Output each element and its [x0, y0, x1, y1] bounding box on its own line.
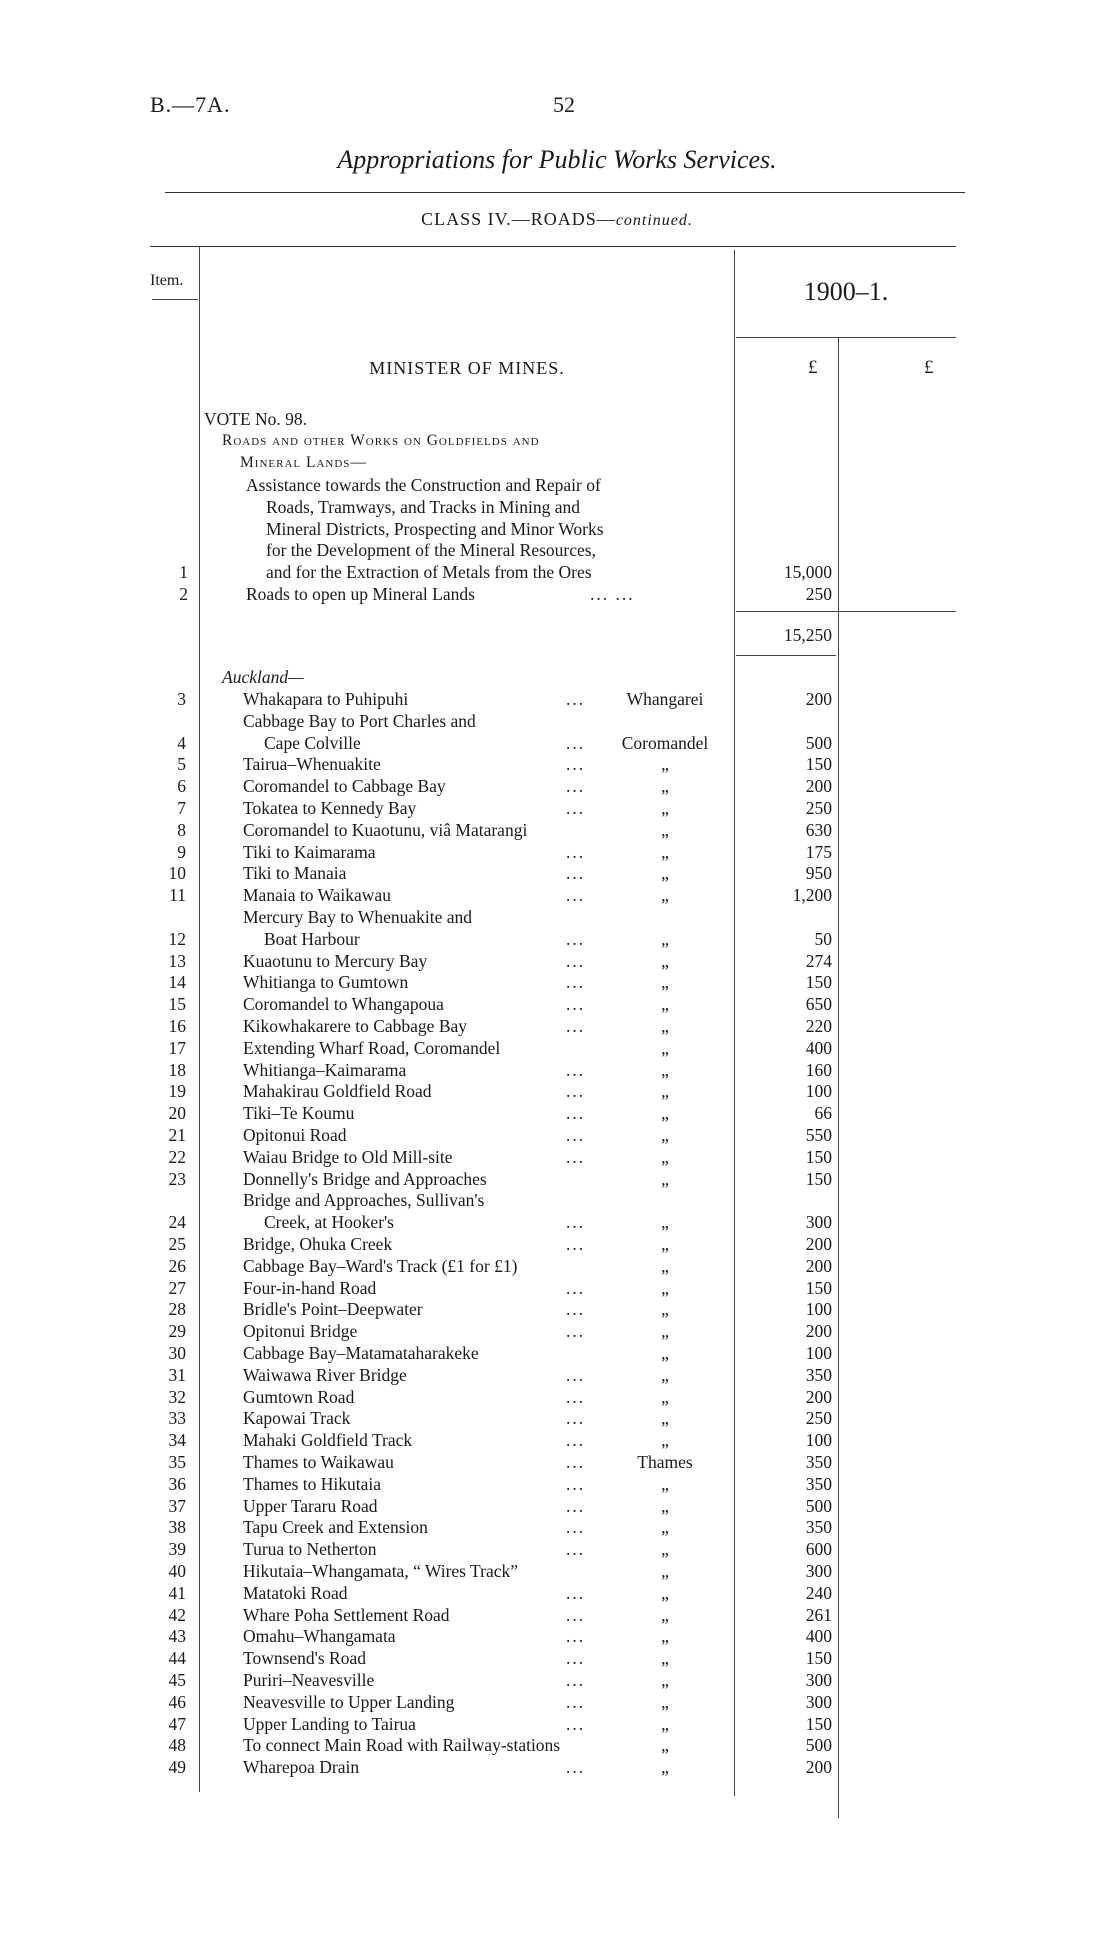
- leader-dots: ... ...: [590, 584, 635, 604]
- table-row-item-number: 19: [168, 1081, 186, 1102]
- leader-dots: ...: [566, 1103, 586, 1124]
- table-row-amount: 350: [805, 1364, 832, 1385]
- table-row-amount: 150: [805, 1713, 832, 1734]
- table-row-district: „: [661, 994, 669, 1015]
- table-row-item-number: 18: [168, 1059, 186, 1080]
- table-row-item-number: 4: [177, 732, 186, 753]
- table-row-description: Tokatea to Kennedy Bay: [243, 798, 417, 818]
- table-row-description: Wharepoa Drain: [243, 1757, 360, 1778]
- table-row-item-number: 46: [168, 1691, 186, 1712]
- leader-dots: ...: [566, 1212, 586, 1233]
- table-row-description: To connect Main Road with Railway-stations: [243, 1735, 561, 1756]
- leader-dots: ...: [566, 798, 586, 818]
- table-row-item-number: 35: [168, 1452, 186, 1472]
- table-row-district: „: [661, 1582, 669, 1603]
- table-row-amount: 50: [814, 928, 832, 949]
- table-row-district: „: [661, 950, 669, 971]
- table-row-item-number: 25: [168, 1234, 186, 1254]
- table-row-description: Bridge and Approaches, Sullivan's: [243, 1190, 485, 1211]
- vote-label: VOTE No. 98.: [204, 409, 308, 429]
- table-row-district: „: [661, 1146, 669, 1167]
- table-row-item-number: 44: [168, 1648, 186, 1669]
- table-row-district: Coromandel: [621, 732, 709, 753]
- leader-dots: ...: [566, 1234, 586, 1254]
- leader-dots: ...: [566, 754, 586, 775]
- table-row-district: „: [661, 1343, 669, 1363]
- vote-item-text: Assistance towards the Construction and Repair of: [246, 475, 601, 495]
- table-row-item-number: 49: [168, 1757, 186, 1778]
- table-row-item-number: 11: [169, 885, 186, 906]
- table-row-item-number: 7: [177, 798, 186, 818]
- leader-dots: ...: [566, 1757, 586, 1778]
- table-row-description: Coromandel to Cabbage Bay: [243, 776, 446, 797]
- leader-dots: ...: [566, 1517, 586, 1538]
- table-row-district: „: [661, 885, 669, 906]
- table-row-item-number: 45: [168, 1670, 186, 1690]
- table-row-district: „: [661, 1255, 669, 1276]
- table-row-district: „: [661, 1212, 669, 1233]
- table-row-description: Mahakirau Goldfield Road: [243, 1081, 432, 1102]
- table-row-item-number: 21: [168, 1125, 186, 1145]
- table-row-item-number: 9: [177, 841, 186, 862]
- leader-dots: ...: [566, 689, 586, 709]
- leader-dots: ...: [566, 776, 586, 797]
- table-row-item-number: 31: [168, 1364, 186, 1385]
- leader-dots: ...: [566, 1321, 586, 1342]
- table-row-description: Cabbage Bay–Ward's Track (£1 for £1): [243, 1255, 518, 1276]
- table-row-item-number: 26: [168, 1255, 186, 1276]
- table-row-district: „: [661, 1691, 669, 1712]
- table-row-description: Tiki–Te Koumu: [243, 1103, 355, 1124]
- table-row-description: Whare Poha Settlement Road: [243, 1604, 450, 1625]
- table-row-description: Whakapara to Puhipuhi: [243, 689, 409, 709]
- table-row-amount: 274: [805, 950, 832, 971]
- table-row-amount: 600: [805, 1539, 832, 1560]
- table-row-item-number: 36: [168, 1473, 186, 1494]
- table-row-item-number: 14: [168, 972, 186, 993]
- table-row-district: „: [661, 1539, 669, 1560]
- table-row-amount: 240: [805, 1582, 832, 1603]
- table-row-item-number: 22: [168, 1146, 186, 1167]
- table-row-amount: 1,200: [792, 885, 832, 906]
- vote-item-number: 1: [179, 562, 188, 583]
- table-row-amount: 350: [805, 1473, 832, 1494]
- table-row-amount: 250: [805, 1408, 832, 1429]
- table-row-description: Gumtown Road: [243, 1386, 355, 1407]
- vote-item-text: Mineral Districts, Prospecting and Minor Works: [266, 518, 604, 539]
- table-row-amount: 150: [805, 1277, 832, 1298]
- table-row-description: Thames to Waikawau: [243, 1452, 394, 1472]
- leader-dots: ...: [566, 1430, 586, 1451]
- table-row-amount: 261: [805, 1604, 832, 1625]
- table-row-item-number: 12: [168, 928, 186, 949]
- leader-dots: ...: [566, 1713, 586, 1734]
- table-row-amount: 200: [805, 689, 832, 709]
- table-row-amount: 300: [805, 1561, 832, 1581]
- table-row-item-number: 13: [168, 950, 186, 971]
- table-row-description: Mercury Bay to Whenuakite and: [243, 907, 473, 927]
- vote-item-text: Roads, Tramways, and Tracks in Mining and: [266, 496, 581, 517]
- table-row-amount: 550: [805, 1125, 832, 1145]
- table-row-description: Tapu Creek and Extension: [243, 1517, 428, 1538]
- table-row-description: Cabbage Bay–Matamataharakeke: [243, 1343, 479, 1363]
- table-row-district: „: [661, 1473, 669, 1494]
- class-heading-continued: continued.: [615, 212, 693, 229]
- table-row-item-number: 41: [168, 1582, 186, 1603]
- table-row-amount: 200: [805, 1321, 832, 1342]
- table-row-item-number: 24: [168, 1212, 186, 1233]
- item-column-header: Item.: [150, 272, 184, 289]
- table-row-description: Extending Wharf Road, Coromandel: [243, 1037, 501, 1058]
- table-row-district: „: [661, 819, 669, 840]
- table-row-amount: 100: [805, 1081, 832, 1102]
- table-row-amount: 150: [805, 972, 832, 993]
- table-row-description: Turua to Netherton: [243, 1539, 377, 1560]
- table-row-item-number: 29: [168, 1321, 186, 1342]
- leader-dots: ...: [566, 1081, 586, 1102]
- table-row-district: „: [661, 1495, 669, 1516]
- table-row-district: „: [661, 1408, 669, 1429]
- leader-dots: ...: [566, 863, 586, 884]
- table-row-amount: 150: [805, 1146, 832, 1167]
- table-row-item-number: 5: [177, 754, 186, 775]
- leader-dots: ...: [566, 732, 586, 753]
- table-row-amount: 100: [805, 1299, 832, 1320]
- table-row-item-number: 43: [168, 1626, 186, 1647]
- table-row-amount: 160: [805, 1059, 832, 1080]
- page-number: 52: [553, 92, 575, 117]
- table-row-district: „: [661, 1713, 669, 1734]
- table-row-description: Tairua–Whenuakite: [243, 754, 381, 775]
- leader-dots: ...: [566, 1386, 586, 1407]
- table-row-district: „: [661, 776, 669, 797]
- table-row-district: „: [661, 1517, 669, 1538]
- leader-dots: ...: [566, 1299, 586, 1320]
- table-row-item-number: 10: [168, 863, 186, 884]
- leader-dots: ...: [566, 1125, 586, 1145]
- table-row-description: Coromandel to Kuaotunu, viâ Matarangi: [243, 819, 528, 840]
- table-row-amount: 400: [805, 1037, 832, 1058]
- leader-dots: ...: [566, 1539, 586, 1560]
- table-row-item-number: 28: [168, 1299, 186, 1320]
- table-row-amount: 950: [805, 863, 832, 884]
- table-row-district: Thames: [637, 1452, 693, 1472]
- table-row-district: „: [661, 1364, 669, 1385]
- table-row-item-number: 23: [168, 1168, 186, 1189]
- table-row-item-number: 39: [168, 1539, 186, 1560]
- table-row-amount: 200: [805, 1757, 832, 1778]
- class-heading-text: CLASS IV.—ROADS—: [421, 209, 616, 229]
- table-row-amount: 650: [805, 994, 832, 1015]
- table-row-item-number: 40: [168, 1561, 186, 1581]
- table-row-amount: 150: [805, 1648, 832, 1669]
- table-row-description: Waiwawa River Bridge: [243, 1364, 407, 1385]
- table-row-district: „: [661, 1037, 669, 1058]
- vote-item-number: 2: [179, 584, 188, 604]
- table-row-item-number: 38: [168, 1517, 186, 1538]
- leader-dots: ...: [566, 1648, 586, 1669]
- table-row-description: Kikowhakarere to Cabbage Bay: [243, 1016, 468, 1036]
- table-row-district: „: [661, 798, 669, 818]
- table-row-description: Bridle's Point–Deepwater: [243, 1299, 423, 1320]
- leader-dots: ...: [566, 1364, 586, 1385]
- table-row-amount: 200: [805, 1234, 832, 1254]
- table-row-district: „: [661, 1757, 669, 1778]
- table-row-amount: 100: [805, 1343, 832, 1363]
- leader-dots: ...: [566, 1146, 586, 1167]
- table-row-district: „: [661, 1299, 669, 1320]
- leader-dots: ...: [566, 1452, 586, 1472]
- vote-item-amount: 250: [805, 584, 832, 604]
- table-row-item-number: 16: [168, 1016, 186, 1036]
- table-row-amount: 500: [805, 732, 832, 753]
- table-row-description: Cape Colville: [264, 732, 361, 753]
- table-row-description: Manaia to Waikawau: [243, 885, 391, 906]
- table-row-amount: 500: [805, 1495, 832, 1516]
- vote-item-text: for the Development of the Mineral Resources,: [266, 540, 596, 561]
- table-row-description: Whitianga–Kaimarama: [243, 1059, 407, 1080]
- table-row-amount: 350: [805, 1452, 832, 1472]
- vote-subtotal: 15,250: [783, 625, 832, 645]
- subtotal-rule-bottom: [736, 655, 836, 656]
- leader-dots: ...: [566, 1670, 586, 1690]
- leader-dots: ...: [566, 841, 586, 862]
- currency-symbol-col2: £: [924, 357, 934, 378]
- table-row-district: „: [661, 1648, 669, 1669]
- table-row-district: „: [661, 754, 669, 775]
- region-heading-auckland: Auckland—: [222, 667, 304, 687]
- table-row-description: Hikutaia–Whangamata, “ Wires Track”: [243, 1561, 518, 1581]
- vote-item-amount: 15,000: [783, 562, 832, 583]
- table-row-district: „: [661, 1735, 669, 1756]
- leader-dots: ...: [566, 1277, 586, 1298]
- leader-dots: ...: [566, 994, 586, 1015]
- table-row-description: Puriri–Neavesville: [243, 1670, 375, 1690]
- table-row-amount: 300: [805, 1691, 832, 1712]
- subtotal-rule-top: [736, 611, 956, 612]
- table-row-description: Boat Harbour: [264, 928, 360, 949]
- table-row-item-number: 37: [168, 1495, 186, 1516]
- leader-dots: ...: [566, 885, 586, 906]
- leader-dots: ...: [566, 1691, 586, 1712]
- table-row-item-number: 47: [168, 1713, 186, 1734]
- table-row-description: Thames to Hikutaia: [243, 1473, 382, 1494]
- table-row-amount: 500: [805, 1735, 832, 1756]
- table-row-description: Townsend's Road: [243, 1648, 366, 1669]
- table-row-description: Creek, at Hooker's: [264, 1212, 394, 1233]
- table-row-district: „: [661, 1626, 669, 1647]
- table-row-district: „: [661, 1670, 669, 1690]
- vote-heading-line2: Mineral Lands—: [240, 454, 367, 471]
- table-row-description: Kuaotunu to Mercury Bay: [243, 950, 428, 971]
- table-row-district: „: [661, 841, 669, 862]
- leader-dots: ...: [566, 1059, 586, 1080]
- leader-dots: ...: [566, 1495, 586, 1516]
- vote-item-text: and for the Extraction of Metals from the Ores: [266, 562, 592, 583]
- table-row-item-number: 34: [168, 1430, 186, 1451]
- table-row-item-number: 15: [168, 994, 186, 1015]
- table-row-district: „: [661, 1081, 669, 1102]
- leader-dots: ...: [566, 928, 586, 949]
- table-row-description: Waiau Bridge to Old Mill-site: [243, 1146, 453, 1167]
- table-row-description: Opitonui Road: [243, 1125, 347, 1145]
- document-reference: B.—7A.: [150, 92, 231, 117]
- leader-dots: ...: [566, 1408, 586, 1429]
- table-row-amount: 350: [805, 1517, 832, 1538]
- currency-symbol-col1: £: [808, 357, 818, 378]
- table-row-district: „: [661, 1059, 669, 1080]
- table-row-district: „: [661, 1604, 669, 1625]
- table-row-amount: 300: [805, 1212, 832, 1233]
- table-row-district: „: [661, 1561, 669, 1581]
- leader-dots: ...: [566, 972, 586, 993]
- table-row-district: „: [661, 1016, 669, 1036]
- leader-dots: ...: [566, 950, 586, 971]
- table-row-description: Upper Tararu Road: [243, 1495, 378, 1516]
- table-row-amount: 200: [805, 776, 832, 797]
- leader-dots: ...: [566, 1604, 586, 1625]
- leader-dots: ...: [566, 1473, 586, 1494]
- table-row-item-number: 3: [177, 689, 186, 709]
- table-row-description: Neavesville to Upper Landing: [243, 1691, 455, 1712]
- table-row-item-number: 27: [168, 1277, 186, 1298]
- table-row-item-number: 30: [168, 1343, 186, 1363]
- table-row-description: Upper Landing to Tairua: [243, 1713, 416, 1734]
- year-column-header: 1900–1.: [803, 277, 889, 306]
- table-row-amount: 250: [805, 798, 832, 818]
- table-row-district: „: [661, 1125, 669, 1145]
- page-title: Appropriations for Public Works Services.: [337, 145, 777, 174]
- table-row-item-number: 32: [168, 1386, 186, 1407]
- leader-dots: ...: [566, 1016, 586, 1036]
- table-row-district: „: [661, 1103, 669, 1124]
- table-row-district: „: [661, 1234, 669, 1254]
- table-row-description: Tiki to Kaimarama: [243, 841, 376, 862]
- table-row-amount: 400: [805, 1626, 832, 1647]
- table-row-item-number: 48: [168, 1735, 186, 1756]
- table-row-item-number: 33: [168, 1408, 186, 1429]
- table-row-district: „: [661, 928, 669, 949]
- section-title: MINISTER OF MINES.: [369, 358, 565, 378]
- table-row-district: „: [661, 1277, 669, 1298]
- table-row-description: Four-in-hand Road: [243, 1277, 377, 1298]
- table-row-item-number: 17: [168, 1037, 186, 1058]
- table-row-amount: 200: [805, 1386, 832, 1407]
- table-row-description: Donnelly's Bridge and Approaches: [243, 1168, 487, 1189]
- table-row-district: „: [661, 1168, 669, 1189]
- table-row-item-number: 20: [168, 1103, 186, 1124]
- table-row-description: Bridge, Ohuka Creek: [243, 1234, 393, 1254]
- table-row-amount: 66: [814, 1103, 832, 1124]
- table-row-item-number: 8: [177, 819, 186, 840]
- table-row-district: „: [661, 1386, 669, 1407]
- table-row-description: Tiki to Manaia: [243, 863, 347, 884]
- table-row-description: Omahu–Whangamata: [243, 1626, 396, 1647]
- leader-dots: ...: [566, 1582, 586, 1603]
- table-row-description: Coromandel to Whangapoua: [243, 994, 444, 1015]
- table-row-district: „: [661, 863, 669, 884]
- table-row-amount: 100: [805, 1430, 832, 1451]
- vote-heading-line1: Roads and other Works on Goldfields and: [222, 432, 540, 449]
- table-row-description: Mahaki Goldfield Track: [243, 1430, 413, 1451]
- table-row-amount: 200: [805, 1255, 832, 1276]
- table-row-description: Kapowai Track: [243, 1408, 351, 1429]
- table-row-amount: 220: [805, 1016, 832, 1036]
- table-row-district: „: [661, 1321, 669, 1342]
- table-row-description: Cabbage Bay to Port Charles and: [243, 710, 476, 731]
- table-row-item-number: 6: [177, 776, 186, 797]
- table-row-amount: 175: [805, 841, 832, 862]
- table-row-amount: 150: [805, 1168, 832, 1189]
- table-row-district: Whangarei: [626, 689, 704, 709]
- table-row-amount: 150: [805, 754, 832, 775]
- table-row-amount: 300: [805, 1670, 832, 1690]
- table-row-district: „: [661, 972, 669, 993]
- table-row-description: Whitianga to Gumtown: [243, 972, 409, 993]
- table-row-item-number: 42: [168, 1604, 186, 1625]
- leader-dots: ...: [566, 1626, 586, 1647]
- table-row-description: Matatoki Road: [243, 1582, 348, 1603]
- table-row-description: Opitonui Bridge: [243, 1321, 358, 1342]
- table-row-amount: 630: [805, 819, 832, 840]
- vote-item-text: Roads to open up Mineral Lands: [246, 584, 475, 604]
- table-row-district: „: [661, 1430, 669, 1451]
